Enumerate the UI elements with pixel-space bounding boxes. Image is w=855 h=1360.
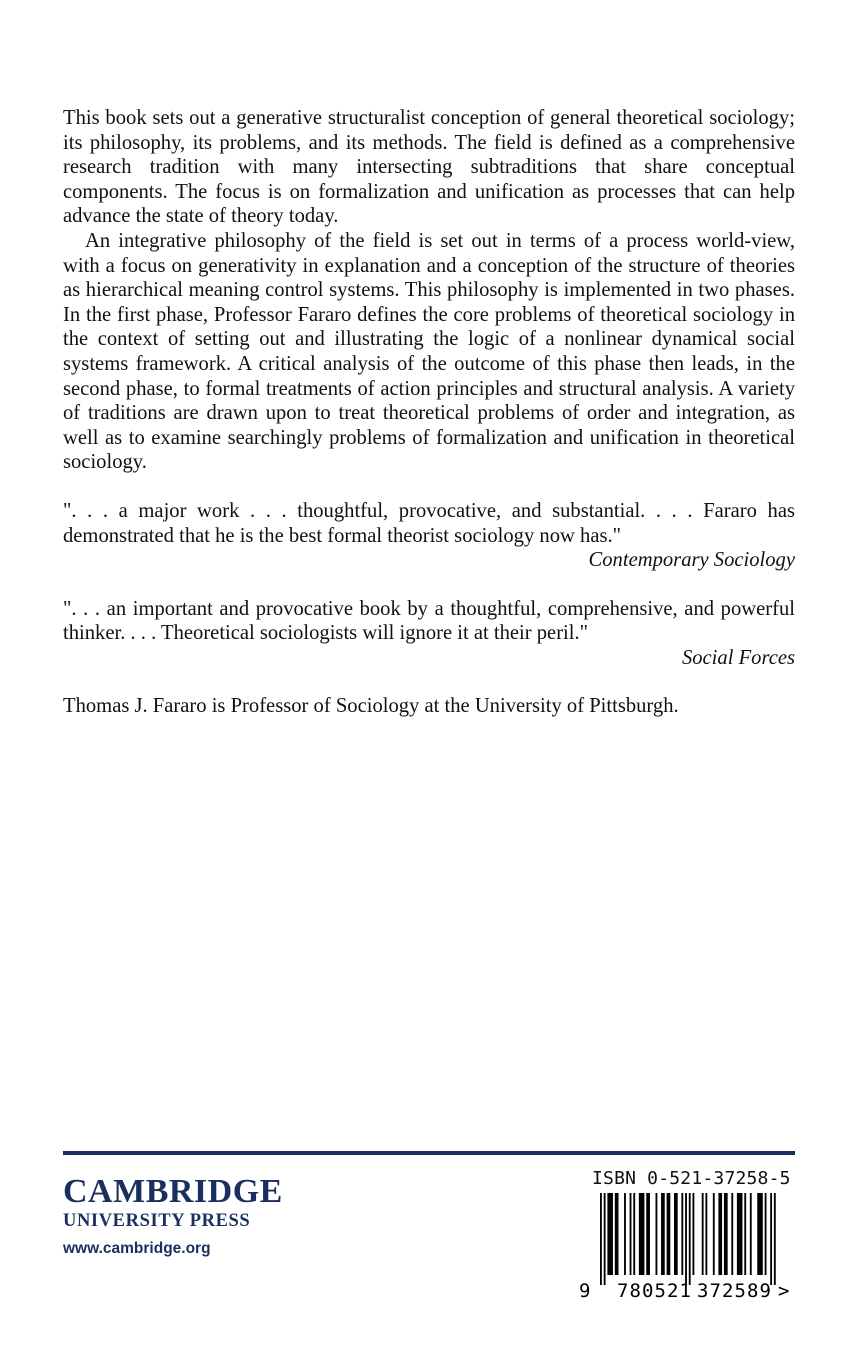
barcode-bar: [685, 1193, 687, 1285]
footer-divider: [63, 1151, 795, 1155]
barcode-bar: [731, 1193, 733, 1275]
description-paragraph-2: An integrative philosophy of the field is set out in terms of a process world-view, with a focus on generativity in explanation and a conception of the structure of theories as hierarchical meaning control systems. This philosophy is implemented in two phases. In the first phase, Professor Fararo defines the core problems of theoretical sociology in the context of setting out and illustrating the logic of a nonlinear dynamical social systems framework. A critical analysis of the outcome of this phase then leads, in the second phase, to formal treatments of action principles and structural analysis. A variety of traditions are drawn upon to treat theoretical problems of order and integration, as well as to examine searchingly problems of formalization and unification in theoretical sociology.: [63, 229, 795, 474]
barcode-bar: [681, 1193, 683, 1275]
barcode-bar: [718, 1193, 722, 1275]
barcode-bar: [765, 1193, 767, 1275]
publisher-name: CAMBRIDGE: [63, 1173, 283, 1210]
review-quote-2: ". . . an important and provocative book by a thoughtful, comprehensive, and powerful thinker. . . . Theoretical sociologists will ignore it at their peril.": [63, 597, 795, 645]
barcode-bar: [702, 1193, 704, 1275]
barcode-bar: [667, 1193, 671, 1275]
barcode-digits-right: 372589: [697, 1280, 771, 1299]
barcode-bar: [607, 1193, 613, 1275]
barcode-bar: [604, 1193, 606, 1285]
barcode-bar: [705, 1193, 707, 1275]
publisher-subtitle: UNIVERSITY PRESS: [63, 1211, 251, 1231]
barcode-bar: [757, 1193, 763, 1275]
barcode-bar: [737, 1193, 743, 1275]
barcode-bar: [750, 1193, 752, 1275]
barcode-bar: [693, 1193, 695, 1275]
barcode-digits-left: 780521: [617, 1280, 691, 1299]
barcode-bar: [770, 1193, 772, 1285]
barcode-bar: [713, 1193, 715, 1275]
barcode-bar: [646, 1193, 650, 1275]
review-source-2: Social Forces: [681, 646, 795, 669]
barcode-digit-first: 9: [579, 1280, 591, 1299]
barcode-bar: [630, 1193, 632, 1275]
review-source-1: Contemporary Sociology: [588, 549, 795, 572]
publisher-url: www.cambridge.org: [63, 1240, 211, 1257]
isbn-barcode-block: [577, 1169, 797, 1299]
barcode-bar: [744, 1193, 746, 1275]
isbn-label: ISBN 0-521-37258-5: [592, 1168, 791, 1189]
review-quote-1: ". . . a major work . . . thoughtful, provocative, and substantial. . . . Fararo has demonstrated that he is the best formal theorist sociology now has.": [63, 499, 795, 547]
barcode-bar: [689, 1193, 691, 1285]
barcode-bar: [624, 1193, 626, 1275]
barcode-bar: [774, 1193, 776, 1285]
barcode-bar: [724, 1193, 728, 1275]
barcode: [577, 1193, 797, 1299]
publisher-logo: [63, 1175, 283, 1262]
barcode-bar: [656, 1193, 658, 1275]
barcode-bar: [600, 1193, 602, 1285]
barcode-bar: [661, 1193, 665, 1275]
barcode-bar: [674, 1193, 678, 1275]
barcode-quiet-zone-marker: >: [778, 1280, 790, 1299]
back-cover-text: [63, 106, 795, 719]
description-paragraph-1: This book sets out a generative structuralist conception of general theoretical sociology; its philosophy, its problems, and its methods. The field is defined as a comprehensive research tradition with many intersecting subtraditions that share conceptual components. The focus is on formalization and unification as processes that can help advance the state of theory today.: [63, 107, 795, 228]
barcode-bar: [615, 1193, 619, 1275]
barcode-bar: [639, 1193, 645, 1275]
author-bio: Thomas J. Fararo is Professor of Sociology at the University of Pittsburgh.: [63, 695, 679, 718]
barcode-bar: [633, 1193, 635, 1275]
